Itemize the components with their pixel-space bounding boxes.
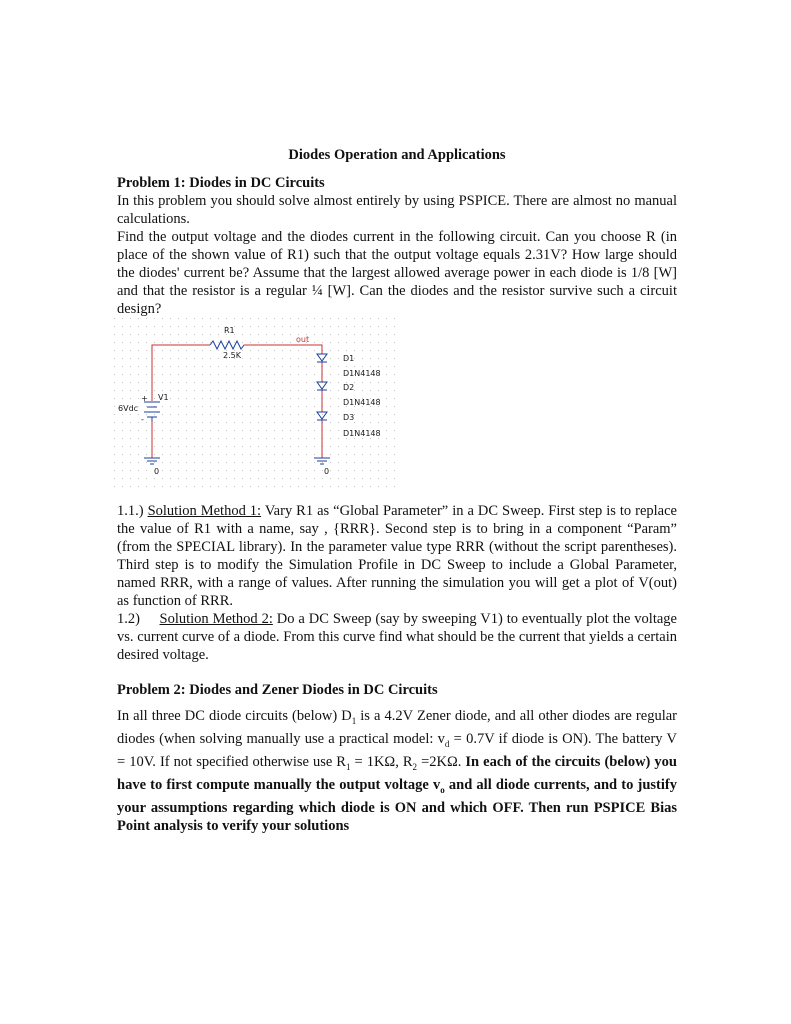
problem2-bold-a: In each of the circuits (below) you have to first compute manually the output voltage v	[117, 753, 677, 793]
method2-paragraph	[117, 610, 677, 664]
v1-value: 6Vdc	[118, 404, 139, 413]
d3-ref: D3	[343, 413, 355, 422]
problem2-text-e: =2KΩ.	[417, 753, 466, 770]
method1-paragraph	[117, 502, 677, 610]
problem2-text	[117, 707, 677, 835]
method2-prefix: 1.2)	[117, 611, 160, 627]
sub-d: d	[444, 738, 450, 749]
out-label: out	[296, 335, 310, 344]
circuit-schematic	[114, 318, 398, 494]
ground-right-label: 0	[324, 467, 330, 476]
ground-left-label: 0	[154, 467, 160, 476]
v1-label: V1	[158, 393, 169, 402]
problem2-text-d: = 1KΩ, R	[350, 753, 413, 770]
problem1-section	[117, 175, 677, 318]
plus-sign: +	[141, 394, 148, 403]
method1-prefix: 1.1.)	[117, 503, 148, 519]
r1-label: R1	[224, 326, 235, 335]
minus-sign: -	[141, 415, 144, 424]
sub-r1: 1	[345, 761, 351, 772]
problem2-text-b: is a 4.2V Zener diode, and all other diodes are regular diodes (when solving manually use a practical model: v	[117, 708, 677, 747]
sub-1: 1	[351, 715, 357, 726]
page-title: Diodes Operation and Applications	[288, 147, 506, 163]
method1-text: Vary R1 as “Global Parameter” in a DC Sweep. First step is to replace the value of R1 with a name, say , {RRR}. Second step is to bring in a component “Param” (from the SPECIAL library). In the parameter value type RRR (without the script parentheses). Third step is to modify the Simulation Profile in DC Sweep to include a Global Parameter, named RRR, with a range of values. After running the simulation you will get a plot of V(out) as function of RRR.	[117, 503, 677, 609]
d2-ref: D2	[343, 383, 355, 392]
method2-label: Solution Method 2:	[159, 611, 273, 627]
d2-part: D1N4148	[343, 398, 381, 407]
problem2-section	[117, 682, 677, 835]
problem2-heading: Problem 2: Diodes and Zener Diodes in DC Circuits	[117, 682, 438, 698]
problem1-heading: Problem 1: Diodes in DC Circuits	[117, 175, 325, 191]
problem1-intro: In this problem you should solve almost entirely by using PSPICE. There are almost no manual calculations.	[117, 193, 677, 227]
problem2-bold-b: and all diode currents, and to justify your assumptions regarding which diode is ON and which OFF. Then run PSPICE Bias Point analysis to verify your solutions	[117, 776, 677, 834]
d1-ref: D1	[343, 354, 355, 363]
problem1-question: Find the output voltage and the diodes current in the following circuit. Can you choose R (in place of the shown value of R1) such that the output voltage equals 2.31V? How large should the diodes' current be? Assume that the largest allowed average power in each diode is 1/8 [W] and that the resistor is a regular ¼ [W]. Can the diodes and the resistor survive such a circuit design?	[117, 229, 677, 317]
problem2-text-a: In all three DC diode circuits (below) D	[117, 708, 352, 724]
method2-text: Do a DC Sweep (say by sweeping V1) to eventually plot the voltage vs. current curve of a diode. From this curve find what should be the current that yields a certain desired voltage.	[117, 611, 677, 663]
method1-label: Solution Method 1:	[147, 503, 262, 519]
problem2-text-c: = 0.7V if diode is ON). The battery V = 10V. If not specified otherwise use R	[117, 730, 677, 770]
d1-part: D1N4148	[343, 369, 381, 378]
d3-part: D1N4148	[343, 429, 381, 438]
r1-value: 2.5K	[223, 351, 241, 360]
sub-o: o	[440, 784, 445, 795]
sub-r2: 2	[412, 761, 418, 772]
